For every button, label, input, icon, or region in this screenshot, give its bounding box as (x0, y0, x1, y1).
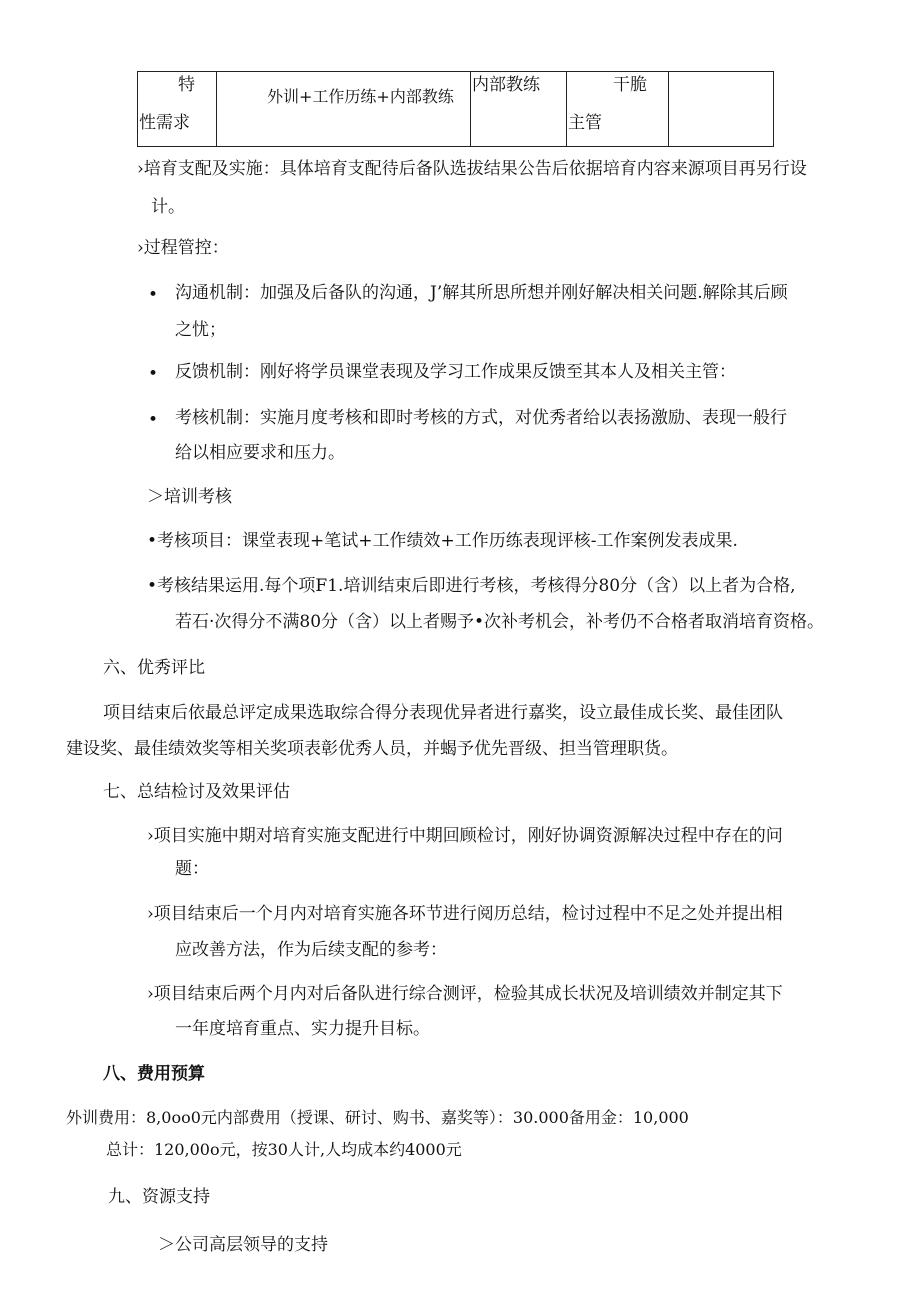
section-subheading: ＞培训考核 (147, 487, 232, 507)
text-line: 一年度培育重点、实力提升目标。 (175, 1019, 430, 1039)
bullet-icon: • (148, 364, 159, 384)
text-line: 之忧； (175, 320, 226, 340)
section-heading: 九、资源支持 (108, 1187, 210, 1207)
text-line: 总计：120,00o元，按30人计,人均成本约4000元 (106, 1140, 462, 1159)
section-heading: 八、费用预算 (103, 1064, 205, 1084)
cell-text: 内部教练 (472, 75, 540, 95)
text-line: 考核机制：实施月度考核和即时考核的方式，对优秀者给以表扬激励、表现一般行 (175, 408, 787, 428)
text-line: 外训费用：8,0oo0元内部费用（授课、研讨、购书、嘉奖等）：30.000备用金：10,000 (66, 1108, 689, 1127)
text-line: 若石·次得分不满80分（含）以上者赐予•次补考机会，补考仍不合格者取消培育资格。 (175, 612, 825, 632)
table-cell-empty (669, 72, 774, 147)
text-line: ›项目实施中期对培育实施支配进行中期回顾检讨，刚好协调资源解决过程中存在的问 (147, 826, 783, 846)
cell-text: 外训+工作历练+内部教练 (267, 87, 454, 106)
text-line: ›项目结束后一个月内对培育实施各环节进行阅历总结，检讨过程中不足之处并提出相 (147, 904, 783, 924)
training-table (137, 71, 774, 147)
table-cell-method (217, 72, 471, 147)
section-heading: 七、总结检讨及效果评估 (103, 782, 290, 802)
text-line: 给以相应要求和压力。 (175, 443, 345, 463)
table-cell-teacher (471, 72, 567, 147)
table-row (138, 72, 774, 147)
table-cell-requirement (138, 72, 217, 147)
bullet-icon: • (148, 285, 159, 305)
bullet-icon: • (148, 410, 159, 430)
text-line: ›培育支配及实施：具体培育支配待后备队选拔结果公告后依据培育内容来源项目再另行设 (137, 159, 807, 179)
section-heading: 六、优秀评比 (103, 658, 205, 678)
cell-text: 主管 (568, 113, 602, 133)
text-line: 应改善方法，作为后续支配的参考： (175, 940, 447, 960)
text-line: •考核结果运用.每个项F1.培训结束后即进行考核，考核得分80分（含）以上者为合格, (147, 576, 796, 596)
text-line: ＞公司高层领导的支持 (158, 1235, 328, 1255)
text-line: ›项目结束后两个月内对后备队进行综合测评，检验其成长状况及培训绩效并制定其下 (147, 984, 783, 1004)
cell-text: 特 (178, 75, 195, 95)
text-line: 反馈机制：刚好将学员课堂表现及学习工作成果反馈至其本人及相关主管： (175, 362, 736, 382)
table-cell-owner (567, 72, 669, 147)
text-line: •考核项目：课堂表现+笔试+工作绩效+工作历练表现评核-工作案例发表成果. (147, 531, 738, 551)
text-line: 建设奖、最佳绩效奖等相关奖项表彰优秀人员，并蝎予优先晋级、担当管理职货。 (66, 739, 678, 759)
text-line: 计。 (151, 197, 185, 217)
text-line: 沟通机制：加强及后备队的沟通，J’解其所思所想并刚好解决相关问题.解除其后顾 (175, 283, 788, 303)
cell-text: 性需求 (139, 113, 190, 133)
text-line: ›过程管控： (137, 238, 229, 258)
cell-text: 干脆 (613, 75, 647, 95)
text-line: 题： (175, 859, 209, 879)
text-line: 项目结束后依最总评定成果选取综合得分表现优异者进行嘉奖，设立最佳成长奖、最佳团队 (103, 703, 783, 723)
